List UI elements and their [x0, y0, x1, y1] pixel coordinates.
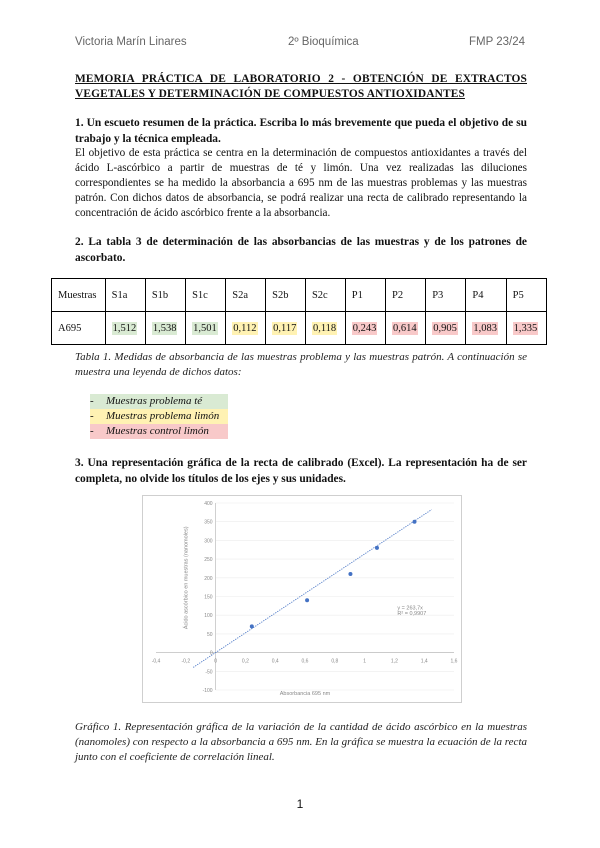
y-tick-label: 100 — [204, 613, 213, 620]
q1-heading: 1. Un escueto resumen de la práctica. Escriba lo más brevemente que pueda el objetivo de su trabajo y la técnica empleada. — [75, 117, 527, 145]
table-cell: 1,501 — [193, 322, 217, 334]
x-tick-label: 1,2 — [390, 658, 398, 665]
data-point — [375, 546, 379, 550]
y-tick-label: 150 — [204, 594, 213, 601]
table-col: P3 — [426, 279, 466, 312]
table-col: S2b — [266, 279, 306, 312]
y-tick-label: 300 — [204, 538, 213, 545]
y-axis-label: Ácido ascórbico en muestras (nanomoles) — [183, 526, 190, 630]
y-tick-label: -100 — [202, 688, 213, 694]
table-col: S1c — [186, 279, 226, 312]
y-tick-label: 0 — [209, 650, 213, 657]
legend-item: - Muestras problema té — [90, 394, 228, 409]
header-course: 2º Bioquímica — [288, 36, 359, 48]
x-tick-label: 0,4 — [271, 658, 279, 665]
q3-heading: 3. Una representación gráfica de la recta de calibrado (Excel). La representación ha de ser completa, no olvide los títulos de los ejes y sus unidades. — [75, 457, 527, 485]
table-legend — [90, 394, 228, 439]
table-cell: 1,335 — [513, 322, 538, 334]
table-caption: Tabla 1. Medidas de absorbancia de las muestras problema y las muestras patrón. A continuación se muestra una leyenda de dichos datos: — [75, 351, 527, 378]
x-axis-label: Absorbancia 695 nm — [279, 691, 331, 697]
calibration-chart — [142, 495, 462, 703]
y-tick-label: 50 — [207, 631, 213, 638]
table-col: P5 — [506, 279, 546, 312]
x-tick-label: 1,4 — [420, 658, 428, 665]
y-tick-label: 350 — [204, 519, 213, 526]
document-title: MEMORIA PRÁCTICA DE LABORATORIO 2 - OBTENCIÓN DE EXTRACTOS VEGETALES Y DETERMINACIÓN DE COMPUESTOS ANTIOXIDANTES — [75, 73, 527, 100]
x-tick-label: 0,6 — [301, 658, 309, 665]
x-tick-label: -0,2 — [181, 658, 191, 665]
table-row-header: Muestras — [52, 279, 106, 312]
x-tick-label: 0,2 — [241, 658, 249, 665]
data-point — [413, 520, 417, 524]
legend-item: - Muestras problema limón — [90, 409, 228, 424]
table-cell: 1,083 — [473, 322, 498, 334]
table-cell: 0,112 — [233, 322, 257, 334]
trend-r2: R² = 0,9907 — [397, 611, 427, 618]
chart-caption: Gráfico 1. Representación gráfica de la variación de la cantidad de ácido ascórbico en la muestras (nanomoles) con respecto a la absorbancia a 695 nm. En la gráfica se muestra la ecuación de la recta junto con el coeficiente de correlación lineal. — [75, 721, 527, 763]
data-point — [250, 624, 254, 628]
table-col: P4 — [466, 279, 506, 312]
x-tick-label: -0,4 — [151, 658, 161, 665]
page-number: 1 — [296, 797, 304, 811]
q1-text: El objetivo de esta práctica se centra en la determinación de compuestos antioxidantes a través del ácido L-ascórbico a partir de muestras de té y limón. Una vez realizadas las diluciones correspondientes se ha medido la absorbancia a 695 nm de las muestras problemas y las muestras patrón. Con dichos datos de absorbancia, se podrá realizar una recta de calibrado representando la concentración de ácido ascórbico frente a la absorbancia. — [75, 147, 527, 219]
table-cell: 0,118 — [312, 322, 337, 334]
trend-equation: y = 263,7x — [397, 605, 423, 612]
header-subject: FMP 23/24 — [469, 36, 526, 48]
table-header-row — [52, 279, 547, 312]
legend-item: - Muestras control limón — [90, 424, 228, 439]
table-cell: 0,614 — [392, 322, 417, 334]
table-cell: 0,905 — [433, 322, 457, 334]
table-cell: 0,117 — [273, 322, 297, 334]
table-cell: 0,243 — [352, 322, 377, 334]
table-col: S1b — [145, 279, 185, 312]
data-point — [348, 572, 352, 576]
x-tick-label: 1 — [363, 658, 366, 665]
y-tick-label: 250 — [204, 557, 213, 564]
table-col: P2 — [385, 279, 425, 312]
x-tick-label: 1,6 — [450, 658, 458, 665]
q2-heading: 2. La tabla 3 de determinación de las absorbancias de las muestras y de los patrones de ascorbato. — [75, 236, 527, 264]
x-tick-label: 0,8 — [331, 658, 339, 665]
x-tick-label: 0 — [214, 658, 217, 665]
table-col: S2a — [226, 279, 266, 312]
table-cell: 1,512 — [112, 322, 137, 334]
data-point — [305, 598, 309, 602]
table-col: P1 — [345, 279, 385, 312]
absorbance-table — [51, 278, 547, 345]
table-cell: 1,538 — [152, 322, 177, 334]
table-row-label: A695 — [52, 312, 106, 345]
y-tick-label: 400 — [204, 501, 213, 507]
y-tick-label: 200 — [204, 575, 213, 582]
table-row — [52, 312, 547, 345]
table-col: S1a — [105, 279, 145, 312]
y-tick-label: -50 — [205, 669, 213, 676]
header-author: Victoria Marín Linares — [75, 36, 187, 48]
table-col: S2c — [305, 279, 345, 312]
